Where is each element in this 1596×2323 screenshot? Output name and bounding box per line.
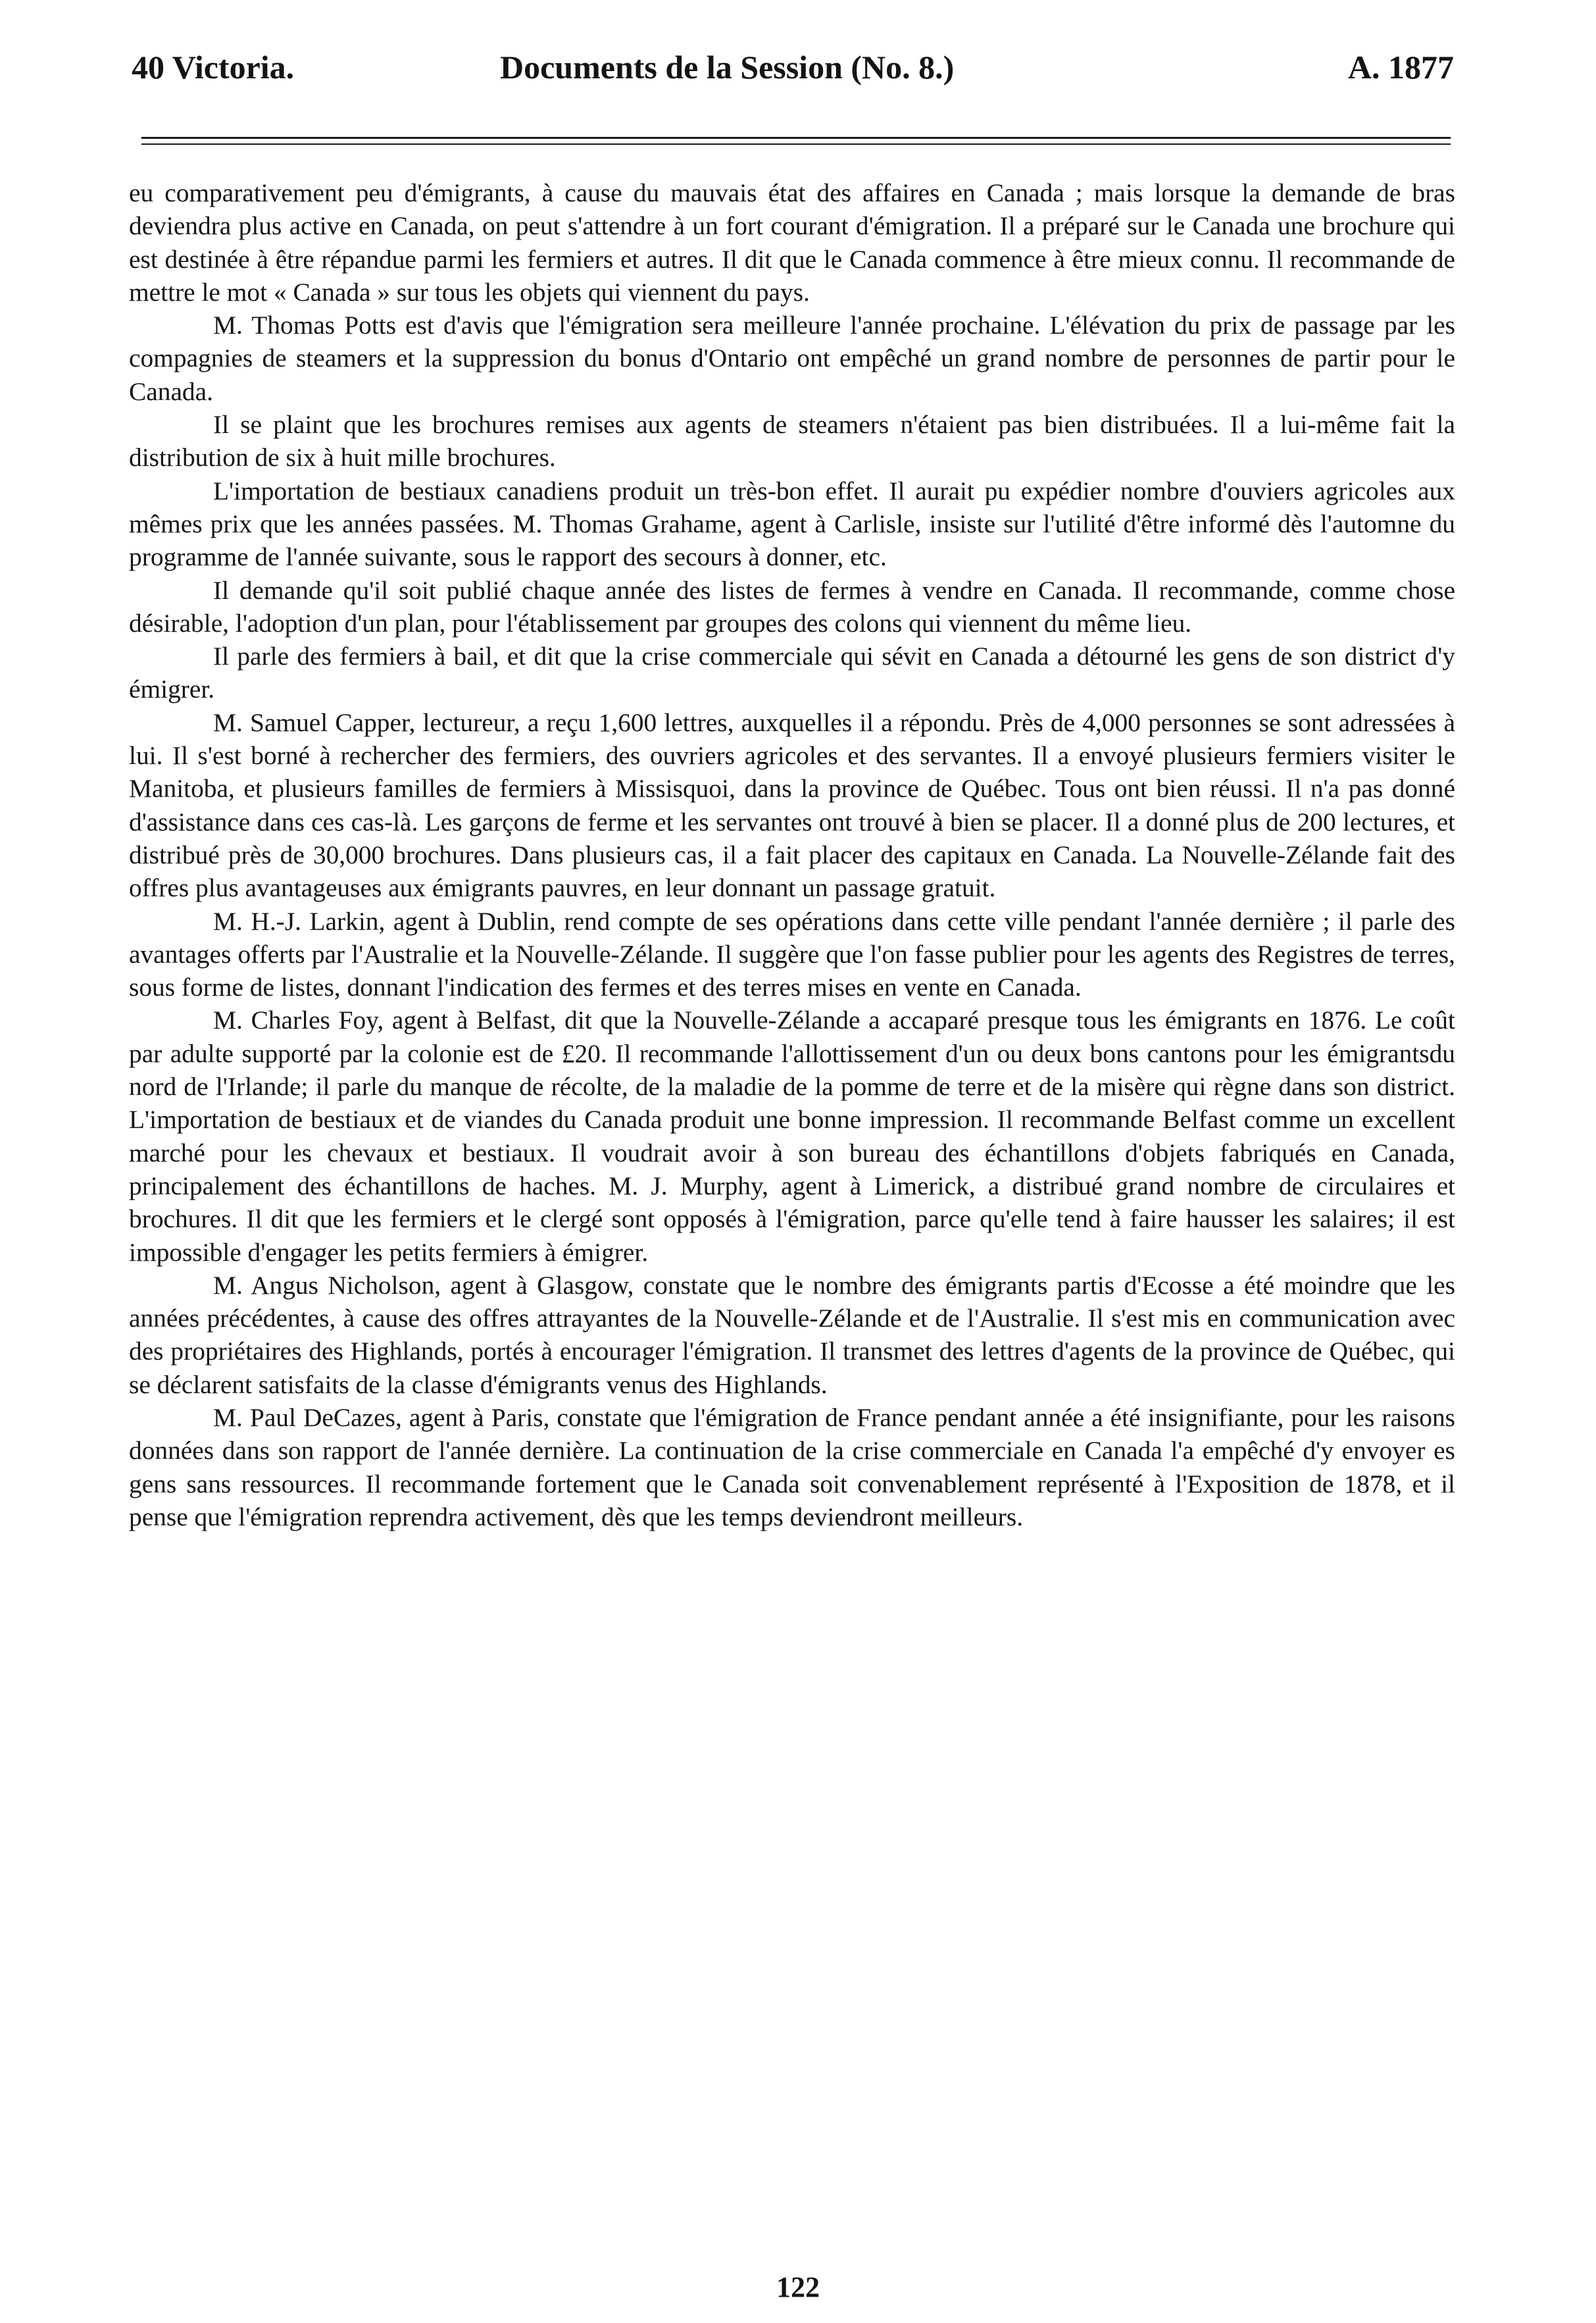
- header-rule-top: [141, 137, 1451, 139]
- paragraph: L'importation de bestiaux canadiens produit un très-bon effet. Il aurait pu expédier nombre d'ouviers agricoles aux mêmes prix que les années passées. M. Thomas Grahame, agent à Carlisle, insiste sur l'utilité d'être informé dès l'automne du programme de l'année suivante, sous le rapport des secours à donner, etc.: [129, 476, 1455, 572]
- header-volume: 40 Victoria.: [132, 49, 295, 86]
- body-text: [129, 176, 1455, 1533]
- paragraph: Il demande qu'il soit publié chaque année des listes de fermes à vendre en Canada. Il recommande, comme chose désirable, l'adoption d'un plan, pour l'établissement par groupes des colons qui viennent du même lieu.: [129, 575, 1455, 638]
- paragraph: M. Angus Nicholson, agent à Glasgow, constate que le nombre des émigrants partis d'Ecosse a été moindre que les années précédentes, à cause des offres attrayantes de la Nouvelle-Zélande et de l'Australie. Il s'est mis en communication avec des propriétaires des Highlands, portés à encourager l'émigration. Il transmet des lettres d'agents de la province de Québec, qui se déclarent satisfaits de la classe d'émigrants venus des Highlands.: [129, 1270, 1455, 1399]
- paragraph: M. Charles Foy, agent à Belfast, dit que la Nouvelle-Zélande a accaparé presque tous les émigrants en 1876. Le coût par adulte supporté par la colonie est de £20. Il recommande l'allottissement d'un ou deux bons cantons pour les émigrantsdu nord de l'Irlande; il parle du manque de récolte, de la maladie de la pomme de terre et de la misère qui règne dans son district. L'importation de bestiaux et de viandes du Canada produit une bonne impression. Il recommande Belfast comme un excellent marché pour les chevaux et bestiaux. Il voudrait avoir à son bureau des échantillons d'objets fabriqués en Canada, principalement des échantillons de haches. M. J. Murphy, agent à Limerick, a distribué grand nombre de circulaires et brochures. Il dit que les fermiers et le clergé sont opposés à l'émigration, parce qu'elle tend à faire hausser les salaires; il est impossible d'engager les petits fermiers à émigrer.: [129, 1006, 1455, 1267]
- paragraph: M. Thomas Potts est d'avis que l'émigration sera meilleure l'année prochaine. L'élévation du prix de passage par les compagnies de steamers et la suppression du bonus d'Ontario ont empêché un grand nombre de personnes de partir pour le Canada.: [129, 311, 1455, 406]
- header-rule-bottom: [141, 143, 1451, 145]
- paragraph: Il se plaint que les brochures remises aux agents de steamers n'étaient pas bien distribuées. Il a lui-même fait la distribution de six à huit mille brochures.: [129, 410, 1455, 472]
- page-number: 122: [776, 2271, 820, 2303]
- paragraph: M. Paul DeCazes, agent à Paris, constate que l'émigration de France pendant année a été insignifiante, pour les raisons données dans son rapport de l'année dernière. La continuation de la crise commerciale en Canada l'a empêché d'y envoyer es gens sans ressources. Il recommande fortement que le Canada soit convenablement représenté à l'Exposition de 1878, et il pense que l'émigration reprendra activement, dès que les temps deviendront meilleurs.: [129, 1402, 1455, 1531]
- running-header: [132, 41, 1454, 93]
- header-title: Documents de la Session (No. 8.): [500, 49, 955, 86]
- paragraph: eu comparativement peu d'émigrants, à cause du mauvais état des affaires en Canada ; mais lorsque la demande de bras deviendra plus active en Canada, on peut s'attendre à un fort courant d'émigration. Il a préparé sur le Canada une brochure qui est destinée à être répandue parmi les fermiers et autres. Il dit que le Canada commence à être mieux connu. Il recommande de mettre le mot « Canada » sur tous les objets qui viennent du pays.: [129, 178, 1455, 307]
- paragraph: Il parle des fermiers à bail, et dit que la crise commerciale qui sévit en Canada a détourné les gens de son district d'y émigrer.: [129, 642, 1455, 704]
- paragraph: M. H.-J. Larkin, agent à Dublin, rend compte de ses opérations dans cette ville pendant l'année dernière ; il parle des avantages offerts par l'Australie et la Nouvelle-Zélande. Il suggère que l'on fasse publier pour les agents des Registres de terres, sous forme de listes, donnant l'indication des fermes et des terres mises en vente en Canada.: [129, 906, 1455, 1002]
- header-year: A. 1877: [1347, 49, 1454, 86]
- paragraph: M. Samuel Capper, lectureur, a reçu 1,600 lettres, auxquelles il a répondu. Près de 4,000 personnes se sont adressées à lui. Il s'est borné à rechercher des fermiers, des ouvriers agricoles et des servantes. Il a envoyé plusieurs fermiers visiter le Manitoba, et plusieurs familles de fermiers à Missisquoi, dans la province de Québec. Tous ont bien réussi. Il n'a pas donné d'assistance dans ces cas-là. Les garçons de ferme et les servantes ont trouvé à bien se placer. Il a donné plus de 200 lectures, et distribué près de 30,000 brochures. Dans plusieurs cas, il a fait placer des capitaux en Canada. La Nouvelle-Zélande fait des offres plus avantageuses aux émigrants pauvres, en leur donnant un passage gratuit.: [129, 707, 1455, 903]
